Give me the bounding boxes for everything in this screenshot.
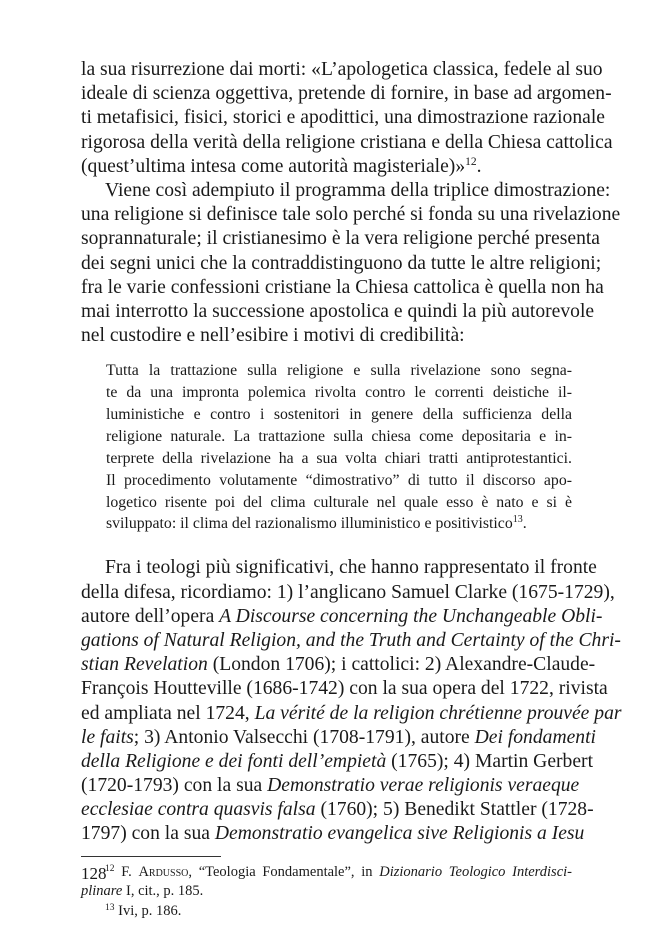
text-fragment: .: [522, 515, 527, 533]
work-title: La vérité de la religion chrétienne prouvée par: [254, 702, 622, 724]
work-title: plinare: [81, 883, 123, 900]
quote-line: logetico risente poi del clima culturale nel quale esso è nato e si è: [106, 493, 572, 511]
text-fragment: 1797) con la sua: [81, 823, 215, 845]
quote-line: religione naturale. La trattazione sulla chiesa come depositaria e in-: [106, 427, 572, 445]
work-title: A Discourse concerning the Unchangeable Obli-: [219, 605, 603, 627]
text-line: [81, 750, 594, 774]
footnote-divider: [81, 856, 221, 857]
text-line: rigorosa della verità della religione cristiana e della Chiesa cattolica: [81, 131, 613, 153]
text-fragment: ; 3) Antonio Valsecchi (1708-1791), autore: [133, 726, 475, 748]
text-line: [81, 653, 596, 677]
page-number: 128: [81, 864, 107, 883]
text-line: [81, 822, 585, 846]
quote-line: terprete della rivelazione ha a sua volta chiari tratti antiprotestantici.: [106, 449, 572, 467]
text-line: [81, 605, 603, 629]
quote-line: te da una impronta polemica rivolta contro le correnti deistiche il-: [106, 384, 572, 402]
text-line: mai interrotto la successione apostolica e quindi la più autorevole: [81, 300, 595, 322]
footnote-number: 13: [105, 902, 115, 913]
work-title: le faits: [81, 726, 134, 748]
text-line: Fra i teologi più significativi, che hanno rappresentato il fronte: [105, 557, 597, 579]
footnote-12: [81, 863, 572, 883]
text-fragment: I, cit., p. 185.: [122, 883, 204, 900]
text-line: [81, 774, 580, 798]
work-title: stian Revelation: [81, 654, 208, 676]
quote-line: Tutta la trattazione sulla religione e sulla rivelazione sono segna-: [106, 362, 572, 380]
paragraph-3: [81, 556, 622, 846]
text-fragment: F.: [114, 863, 139, 880]
text-fragment: autore dell’opera: [81, 605, 220, 627]
text-fragment: (1720-1793) con la sua: [81, 775, 268, 797]
text-fragment: ed ampliata nel 1724,: [81, 702, 255, 724]
text-fragment: sviluppato: il clima del razionalismo illuministico e positivistico: [106, 515, 513, 533]
work-title: Dei fondamenti: [474, 726, 596, 748]
text-line: [81, 726, 596, 750]
text-line: François Houtteville (1686-1742) con la sua opera del 1722, rivista: [81, 678, 608, 700]
quote-line: [106, 513, 572, 535]
quote-line: luministiche e contro i sostenitori in genere della sufficienza della: [106, 406, 572, 424]
paragraph-1: [81, 58, 613, 179]
text-line: Viene così adempiuto il programma della triplice dimostrazione:: [105, 179, 611, 201]
footnote-12-cont: [81, 882, 572, 902]
work-title: gations of Natural Religion, and the Truth and Certainty of the Chri-: [81, 629, 621, 651]
footnote-ref[interactable]: 12: [465, 155, 477, 168]
text-line: [81, 798, 594, 822]
text-fragment: (1760); 5) Benedikt Stattler (1728-: [315, 799, 594, 821]
footnote-number: 12: [105, 863, 115, 874]
text-line: soprannaturale; il cristianesimo è la vera religione perché presenta: [81, 228, 601, 250]
work-title: Demonstratio evangelica sive Religionis a Iesu: [214, 823, 585, 845]
text-fragment: , “Teologia Fondamentale”, in: [188, 863, 380, 880]
footnote-author: Ardusso: [138, 863, 189, 880]
text-line: una religione si definisce tale solo perché si fonda su una rivelazione: [81, 204, 621, 226]
text-line: la sua risurrezione dai morti: «L’apologetica classica, fedele al suo: [81, 59, 603, 80]
work-title: ecclesiae contra quasvis falsa: [81, 799, 316, 821]
paragraph-2: [81, 179, 621, 348]
text-line: dei segni unici che la contraddistinguono da tutte le altre religioni;: [81, 252, 602, 274]
work-title: della Religione e dei fonti dell’empietà: [81, 750, 387, 772]
text-line: ti metafisici, fisici, storici e apodittici, una dimostrazione razionale: [81, 107, 605, 129]
text-line: della difesa, ricordiamo: 1) l’anglicano Samuel Clarke (1675-1729),: [81, 581, 615, 603]
work-title: Demonstratio verae religionis veraeque: [267, 775, 580, 797]
text-line: [81, 629, 621, 653]
text-line: [81, 155, 572, 179]
text-fragment: (1765); 4) Martin Gerbert: [386, 750, 594, 772]
page-content: [81, 58, 622, 921]
text-line: fra le varie confessioni cristiane la Chiesa cattolica è quella non ha: [81, 276, 604, 298]
text-line: ideale di scienza oggettiva, pretende di fornire, in base ad argomen-: [81, 83, 612, 105]
text-fragment: .: [476, 155, 482, 177]
text-fragment: Ivi, p. 186.: [114, 902, 182, 919]
footnote-13: [81, 902, 572, 922]
quote-line: Il procedimento volutamente “dimostrativo” di tutto il discorso apo-: [106, 471, 572, 489]
text-line: nel custodire e nell’esibire i motivi di credibilità:: [81, 325, 465, 347]
text-fragment: (quest’ultima intesa come autorità magisteriale)»: [81, 155, 466, 177]
work-title: Dizionario Teologico Interdisci-: [379, 863, 572, 880]
footnotes: [81, 863, 572, 922]
block-quote: [81, 360, 572, 535]
text-line: [81, 702, 622, 726]
footnote-ref[interactable]: 13: [512, 514, 523, 526]
text-fragment: (London 1706); i cattolici: 2) Alexandre-Claude-: [207, 654, 596, 676]
